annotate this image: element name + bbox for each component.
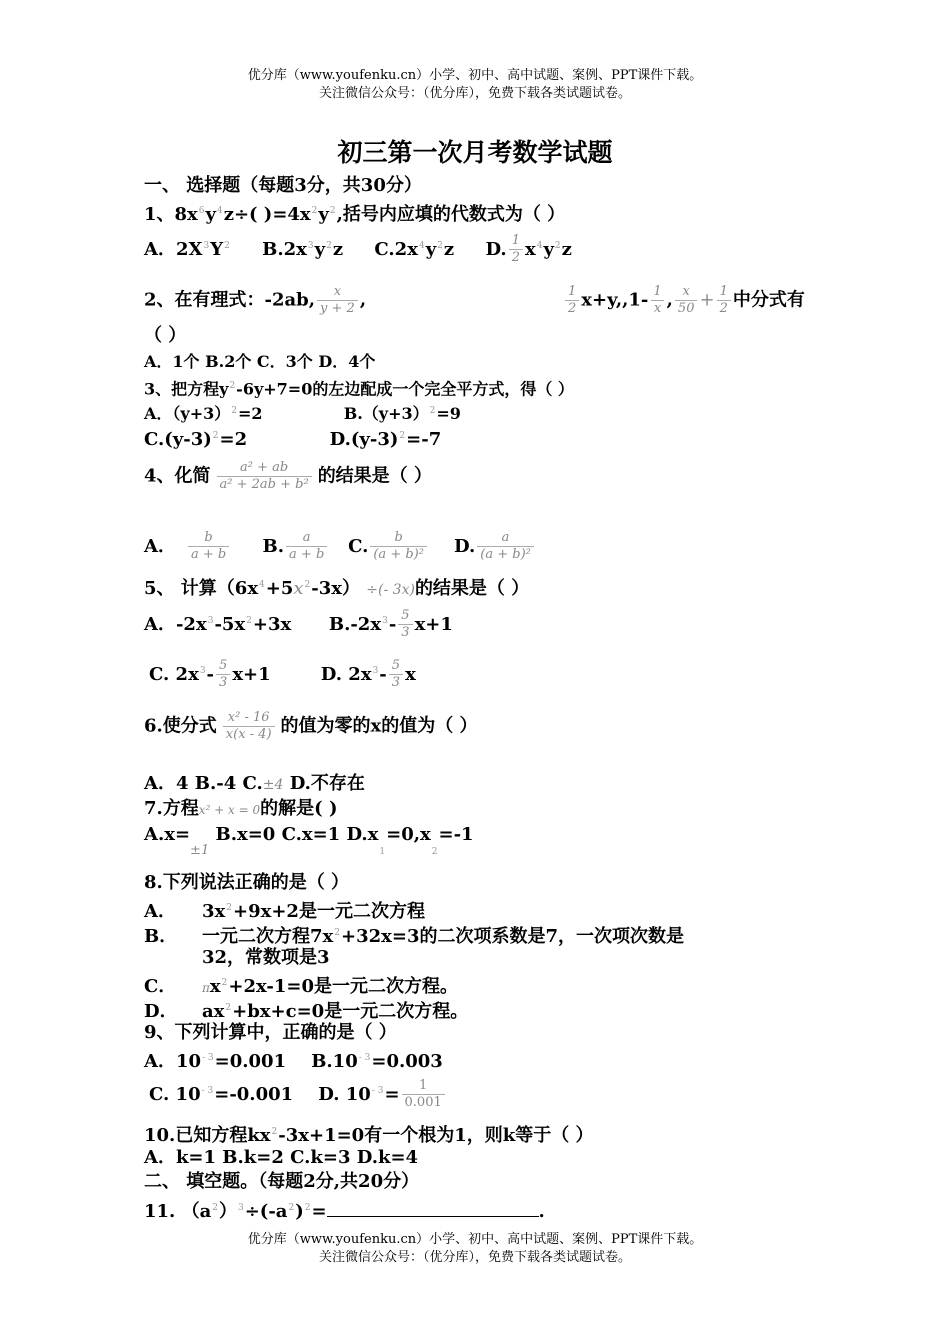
q6-stem: 6.使分式 $\frac{\text{x² - 16}}{x(x - 4)}$ 的值为零的x的值为（ ） xyxy=(144,710,478,742)
q9-option-a: A．$10^{- 3}=0.001$ xyxy=(144,1051,287,1072)
q11-answer-blank[interactable] xyxy=(327,1198,539,1217)
footer-line-1: 优分库（www.youfenku.cn）小学、初中、高中试题、案例、PPT课件下载。 xyxy=(247,1232,703,1247)
q1-stem: 1、$8x^6y^4z\div$( )$=4x^2y^2$,括号内应填的代数式为（ ） xyxy=(144,204,566,225)
q3-options-cd xyxy=(144,424,441,452)
q8-option-a: A． $3x^2+9x+2$是一元二次方程 xyxy=(144,901,425,922)
header-line-2: 关注微信公众号：（优分库），免费下载各类试题试卷。 xyxy=(318,86,631,101)
q6-options: A．4 B.-4 C.±4 D.不存在 xyxy=(144,773,365,794)
q4-options xyxy=(144,530,536,563)
q4-option-c: C. $\frac{b}{\text{(a + b)²}}$ xyxy=(348,536,429,557)
q10-options: A．k=1 B.k=2 C.k=3 D.k=4 xyxy=(144,1147,419,1168)
q5-options-ab xyxy=(144,608,453,641)
q7-options: $A.x=_{\pm 1}$ B.x=0 C.x=1 $D.x_1=0,x_2=-1$ xyxy=(144,824,474,858)
q3-option-d: $D.(y-3)^2=-7$ xyxy=(329,429,442,450)
q3-stem: 3、把方程$y^2-6y+7=0$的左边配成一个完全平方式，得（ ） xyxy=(144,379,574,399)
q1-option-b: $B.2x^3y^2z$ xyxy=(262,238,344,260)
q5-options-cd xyxy=(149,658,416,691)
q5-option-c: C. $2x^3-$ $\frac{5}{3}$ x+1 xyxy=(149,658,271,690)
page-title: 初三第一次月考数学试题 xyxy=(337,138,613,167)
q9-options-cd xyxy=(149,1078,447,1111)
q9-options-ab xyxy=(144,1046,443,1074)
q8-option-d: D． $ax^2+bx+c=0$是一元二次方程。 xyxy=(144,1001,469,1022)
q4-stem: 4、化简 $\frac{\text{a² + ab}}{\text{a² + 2ab + b²}}$ 的结果是（ ） xyxy=(144,460,432,492)
q4-option-a: A． $\frac{b}{a + b}$ xyxy=(144,536,231,557)
section-1-heading: 一、 选择题（每题3分，共30分） xyxy=(144,175,422,196)
q10-stem: 10.已知方程$kx^2-3x+1=0$有一个根为1，则k等于（ ） xyxy=(144,1125,594,1146)
q5-option-d: D. $2x^3-$ $\frac{5}{3}$ x xyxy=(320,658,416,690)
q9-stem: 9、下列计算中，正确的是（ ） xyxy=(144,1022,397,1043)
q9-option-d: D. $10^{- 3}=$ $\frac{1}{0.001}$ xyxy=(318,1084,447,1105)
header-line-1: 优分库（www.youfenku.cn）小学、初中、高中试题、案例、PPT课件下载。 xyxy=(247,68,703,83)
q5-stem: 5、 计算$(6x^4+5x^2-3x)$ ÷(- 3x)的结果是（ ） xyxy=(144,578,530,599)
q3-options-ab xyxy=(144,399,461,426)
q5-option-a: A．$-2x^3-5x^2+3x$ xyxy=(144,613,292,635)
q2-options: A．1个 B.2个 C．3个 D．4个 xyxy=(144,352,376,371)
q4-option-d: D. $\frac{a}{\text{(a + b)²}}$ xyxy=(454,536,536,557)
q5-option-b: $B.-2x^3-$ $\frac{5}{3}$ x+1 xyxy=(328,608,453,640)
q3-option-c: $C.(y-3)^2=2$ xyxy=(144,429,248,450)
q1-option-d: D. $\frac{1}{2}$ $x^4y^2z$ xyxy=(485,233,572,265)
q2-stem: 2、在有理式：-2ab, $\frac{x}{y + 2}$ , xyxy=(144,284,367,316)
q1-option-a: A．$2X^3Y^2$ xyxy=(144,238,230,260)
q2-stem-right: $\frac{1}{2}$ x+y,,1- $\frac{1}{x}$ , $\frac{x}{50}$ + $\frac{1}{2}$ 中分式有 xyxy=(563,284,805,317)
q3-option-a: A．$(y+3)^2=2$ xyxy=(144,404,263,424)
q1-option-c: $C.2x^4y^2z$ xyxy=(374,238,455,260)
q9-option-b: $B.10^{- 3}=0.003$ xyxy=(311,1051,443,1072)
q8-option-b-cont: 32，常数项是3 xyxy=(202,947,330,968)
footer-line-2: 关注微信公众号：（优分库），免费下载各类试题试卷。 xyxy=(318,1250,631,1265)
q11-stem: 11. $(a^2)^3\div(-a^2)^2=$ . xyxy=(144,1196,545,1224)
q2-paren: （ ） xyxy=(144,325,187,346)
q1-options xyxy=(144,233,572,266)
q3-option-b: $B.(y+3)^2=9$ xyxy=(343,404,461,424)
section-2-heading: 二、 填空题。（每题2分,共20分） xyxy=(144,1171,420,1192)
q4-option-b: B. $\frac{a}{a + b}$ xyxy=(263,536,330,557)
q9-option-c: C. $10^{- 3}=-0.001$ xyxy=(149,1083,294,1105)
q8-option-c: C． $\pi x^2+2x-1=0$是一元二次方程。 xyxy=(144,976,458,997)
q7-stem: 7.方程x² + x = 0的解是( ) xyxy=(144,798,338,819)
q8-stem: 8.下列说法正确的是（ ） xyxy=(144,872,350,893)
q8-option-b: B． 一元二次方程$7x^2+32x=3$的二次项系数是7，一次项次数是 xyxy=(144,926,684,947)
